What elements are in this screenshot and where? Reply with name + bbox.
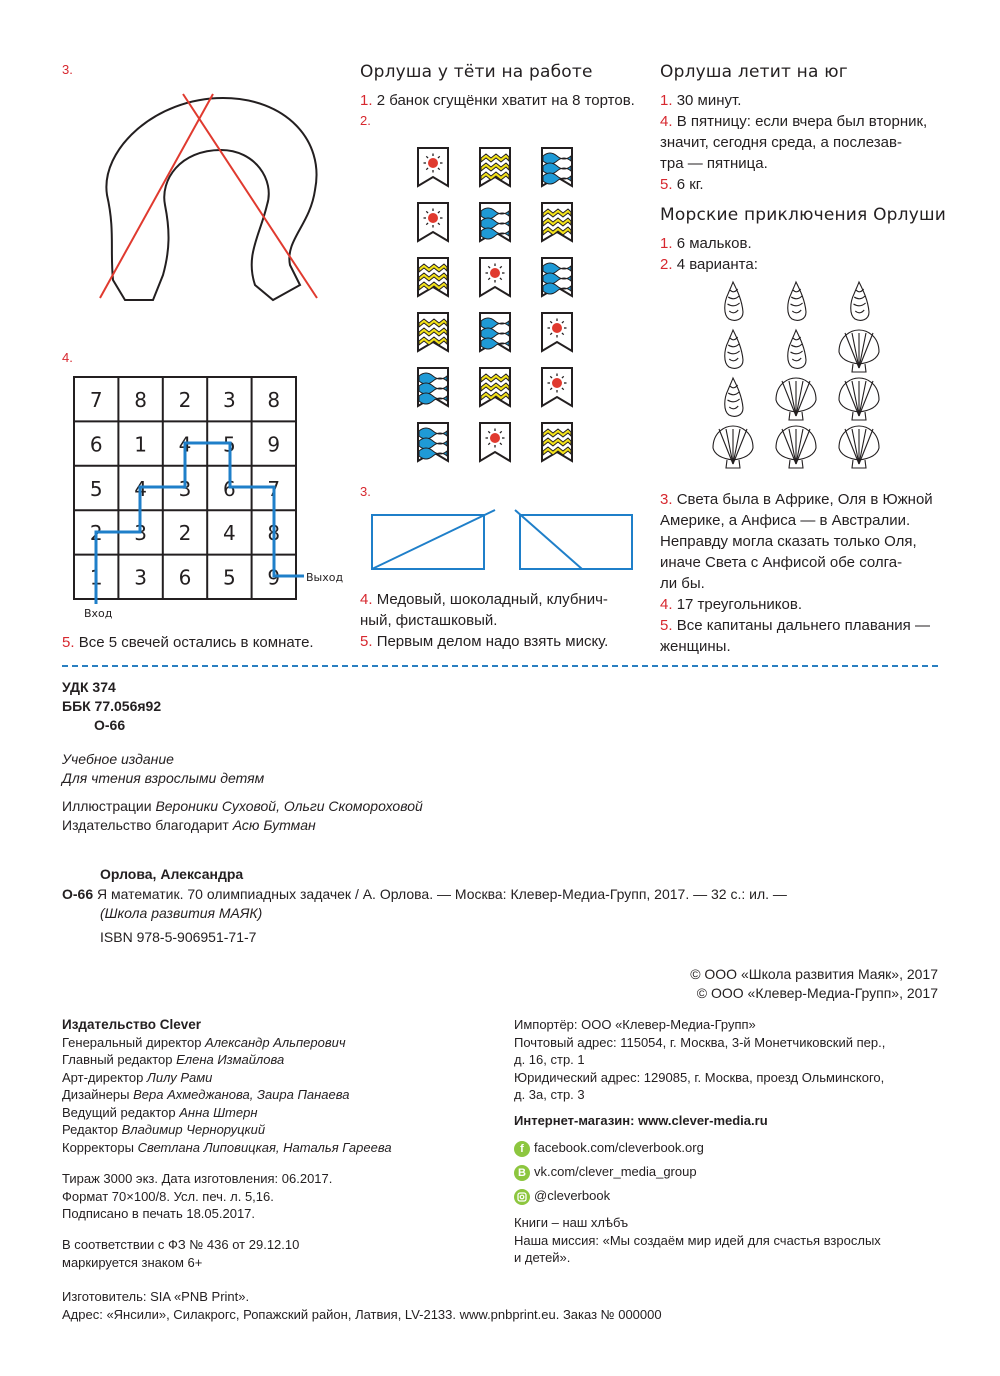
flag-sun <box>480 258 510 296</box>
answer-1-col2: 1. 2 банок сгущёнки хватит на 8 тортов. <box>360 92 635 109</box>
answer-number-4: 4. <box>62 350 73 365</box>
flag-zig <box>480 148 510 186</box>
shell-scallop <box>839 378 879 420</box>
shell-spiral <box>788 282 806 320</box>
vk-icon: B <box>514 1165 530 1181</box>
flag-wave <box>542 258 572 296</box>
grid-cell-number: 2 <box>89 521 103 546</box>
shell-scallop <box>713 426 753 468</box>
grid-cell-number: 4 <box>134 476 147 501</box>
flag-sun <box>542 368 572 406</box>
cross-line-right <box>183 94 317 298</box>
section-title-aunt-work: Орлуша у тёти на работе <box>360 62 593 82</box>
classification-block: УДК 374 ББК 77.056я92 О-66 <box>62 679 162 733</box>
credit-row: Корректоры Светлана Липовицкая, Наталья Гареева <box>62 1139 392 1155</box>
flag-wave <box>418 423 448 461</box>
answer-number-2-col2: 2. <box>360 113 371 128</box>
answer-number-3-col2: 3. <box>360 484 371 499</box>
rectangles-cut-diagram <box>370 508 640 573</box>
shell-spiral <box>851 282 869 320</box>
facebook-icon: f <box>514 1141 530 1157</box>
instagram-icon <box>514 1189 530 1205</box>
grid-cell-number: 6 <box>223 476 236 501</box>
grid-cell-number: 9 <box>267 565 281 590</box>
grid-cell-number: 6 <box>178 565 192 590</box>
grid-cell-number: 4 <box>178 432 192 457</box>
flag-sun <box>418 203 448 241</box>
shell-spiral <box>725 282 743 320</box>
grid-cell-number: 5 <box>223 432 236 457</box>
grid-cell-number: 1 <box>134 432 147 457</box>
flag-wave <box>480 203 510 241</box>
vk-link[interactable]: B vk.com/clever_media_group <box>514 1160 704 1184</box>
section-title-fly-south: Орлуша летит на юг <box>660 62 848 82</box>
grid-cell-number: 8 <box>267 388 281 412</box>
copyright: © ООО «Школа развития Маяк», 2017 © ООО «Клевер-Медиа-Групп», 2017 <box>690 966 938 1001</box>
book-description: О-66 Я математик. 70 олимпиадных задачек / А. Орлова. — Москва: Клевер-Медиа-Групп, 2017. — 32 с.: ил. — <box>62 886 787 902</box>
flag-sun <box>418 148 448 186</box>
entry-label: Вход <box>84 607 113 620</box>
flag-zig <box>418 313 448 351</box>
manufacturer: Изготовитель: SIA «PNB Print». Адрес: «Янсили», Силакрогс, Ропажский район, Латвия, LV-2133. www.pnbprint.eu. Заказ № 000000 <box>62 1289 662 1322</box>
grid-cell-number: 7 <box>89 388 103 412</box>
grid-cell-number: 2 <box>178 388 192 412</box>
importer-block: Импортёр: ООО «Клевер-Медиа-Групп» Почтовый адрес: 115054, г. Москва, 3-й Монетчиковский пер., д. 16, стр. 1 Юридический адрес: 129085, г. Москва, проезд Ольминского, д. 3а, стр. 3 <box>514 1017 886 1102</box>
flag-zig <box>418 258 448 296</box>
section-title-sea-adventures: Морские приключения Орлуши <box>660 205 946 225</box>
law-info: В соответствии с ФЗ № 436 от 29.12.10 маркируется знаком 6+ <box>62 1237 300 1270</box>
flag-zig <box>480 368 510 406</box>
number-grid-maze <box>60 372 350 622</box>
flag-zig <box>542 423 572 461</box>
flag-wave <box>542 148 572 186</box>
shell-spiral <box>725 378 743 416</box>
horseshoe-illustration <box>85 90 335 320</box>
shell-spiral <box>788 330 806 368</box>
social-links <box>514 1136 704 1208</box>
answer-number-3: 3. <box>62 62 73 77</box>
shell-scallop <box>776 426 816 468</box>
instagram-link[interactable]: @cleverbook <box>514 1184 704 1208</box>
facebook-link[interactable]: f facebook.com/cleverbook.org <box>514 1136 704 1160</box>
shell-scallop <box>839 330 879 372</box>
series: (Школа развития МАЯК) <box>100 905 263 921</box>
mission-block: Книги – наш хлѣбъ Наша миссия: «Мы создаём мир идей для счастья взрослых и детей». <box>514 1215 881 1265</box>
grid-cell-number: 5 <box>89 476 103 501</box>
cross-line-left <box>100 94 213 298</box>
print-info: Тираж 3000 экз. Дата изготовления: 06.2017. Формат 70×100/8. Усл. печ. л. 5,16. Подписано в печать 18.05.2017. <box>62 1171 333 1221</box>
credits-block: Издательство Clever Генеральный директор Александр Альперович Главный редактор Елена Измайлова Арт-директор Лилу Рами Дизайнеры Вера Ахмеджанова, Заира Панаева Ведущий редактор Анна Штерн Редактор Владимир Черноруцкий Корректоры Светлана Липовицкая, Наталья Гареева <box>62 1016 482 1156</box>
isbn: ISBN 978-5-906951-71-7 <box>100 929 257 945</box>
credit-row: Ведущий редактор Анна Штерн <box>62 1104 258 1120</box>
credit-row: Генеральный директор Александр Альперович <box>62 1034 346 1050</box>
grid-cell-number: 3 <box>178 476 192 501</box>
grid-cell-number: 7 <box>267 476 281 501</box>
grid-cell-number: 4 <box>223 521 236 546</box>
answers-fly-south: 1. 30 минут. 4. В пятницу: если вчера был вторник, значит, сегодня среда, а послезав- тра — пятница. 5. 6 кг. <box>660 92 928 193</box>
flag-wave <box>480 313 510 351</box>
shell-spiral <box>725 330 743 368</box>
grid-cell-number: 5 <box>223 565 236 590</box>
flag-wave <box>418 368 448 406</box>
answers-sea-1-2: 1. 6 мальков. 2. 4 варианта: <box>660 235 758 273</box>
shell-scallop <box>839 426 879 468</box>
shell-scallop <box>776 378 816 420</box>
flag-zig <box>542 203 572 241</box>
credit-row: Главный редактор Елена Измайлова <box>62 1052 285 1067</box>
author: Орлова, Александра <box>100 866 244 882</box>
grid-cell-number: 3 <box>223 388 236 412</box>
credit-row: Дизайнеры Вера Ахмеджанова, Заира Панаева <box>62 1087 350 1102</box>
grid-cell-number: 6 <box>89 432 103 457</box>
credit-row: Редактор Владимир Черноруцкий <box>62 1122 266 1137</box>
answer-4-col2: 4. Медовый, шоколадный, клубнич- ный, фисташковый. 5. Первым делом надо взять миску. <box>360 591 609 650</box>
edition-type: Учебное издание Для чтения взрослыми детям <box>62 751 265 786</box>
credit-row: Арт-директор Лилу Рами <box>62 1069 213 1085</box>
grid-cell-number: 1 <box>89 565 103 590</box>
exit-label: Выход <box>306 571 344 584</box>
grid-cell-number: 9 <box>267 432 281 457</box>
flag-sun <box>480 423 510 461</box>
grid-cell-number: 2 <box>178 521 192 546</box>
dashed-divider <box>62 665 938 667</box>
grid-cell-number: 3 <box>134 521 147 546</box>
grid-cell-number: 8 <box>267 521 281 546</box>
shells-grid <box>705 278 895 478</box>
grid-cell-number: 8 <box>134 388 147 412</box>
illustrators-thanks: Иллюстрации Вероники Суховой, Ольги Скомороховой Издательство благодарит Асю Бутман <box>62 798 423 833</box>
flag-sun <box>542 313 572 351</box>
answer-5-col1: 5. Все 5 свечей остались в комнате. <box>62 634 314 651</box>
answers-sea-3-5: 3. Света была в Африке, Оля в Южной Америке, а Анфиса — в Австралии. Неправду могла сказать только Оля, иначе Света с Анфисой обе солга- ли бы. 4. 17 треугольников. 5. Все капитаны дальнего плавания — женщины. <box>660 491 933 655</box>
flags-grid <box>410 140 590 470</box>
online-shop[interactable]: Интернет-магазин: www.clever-media.ru <box>514 1113 768 1128</box>
grid-cell-number: 3 <box>134 565 147 590</box>
